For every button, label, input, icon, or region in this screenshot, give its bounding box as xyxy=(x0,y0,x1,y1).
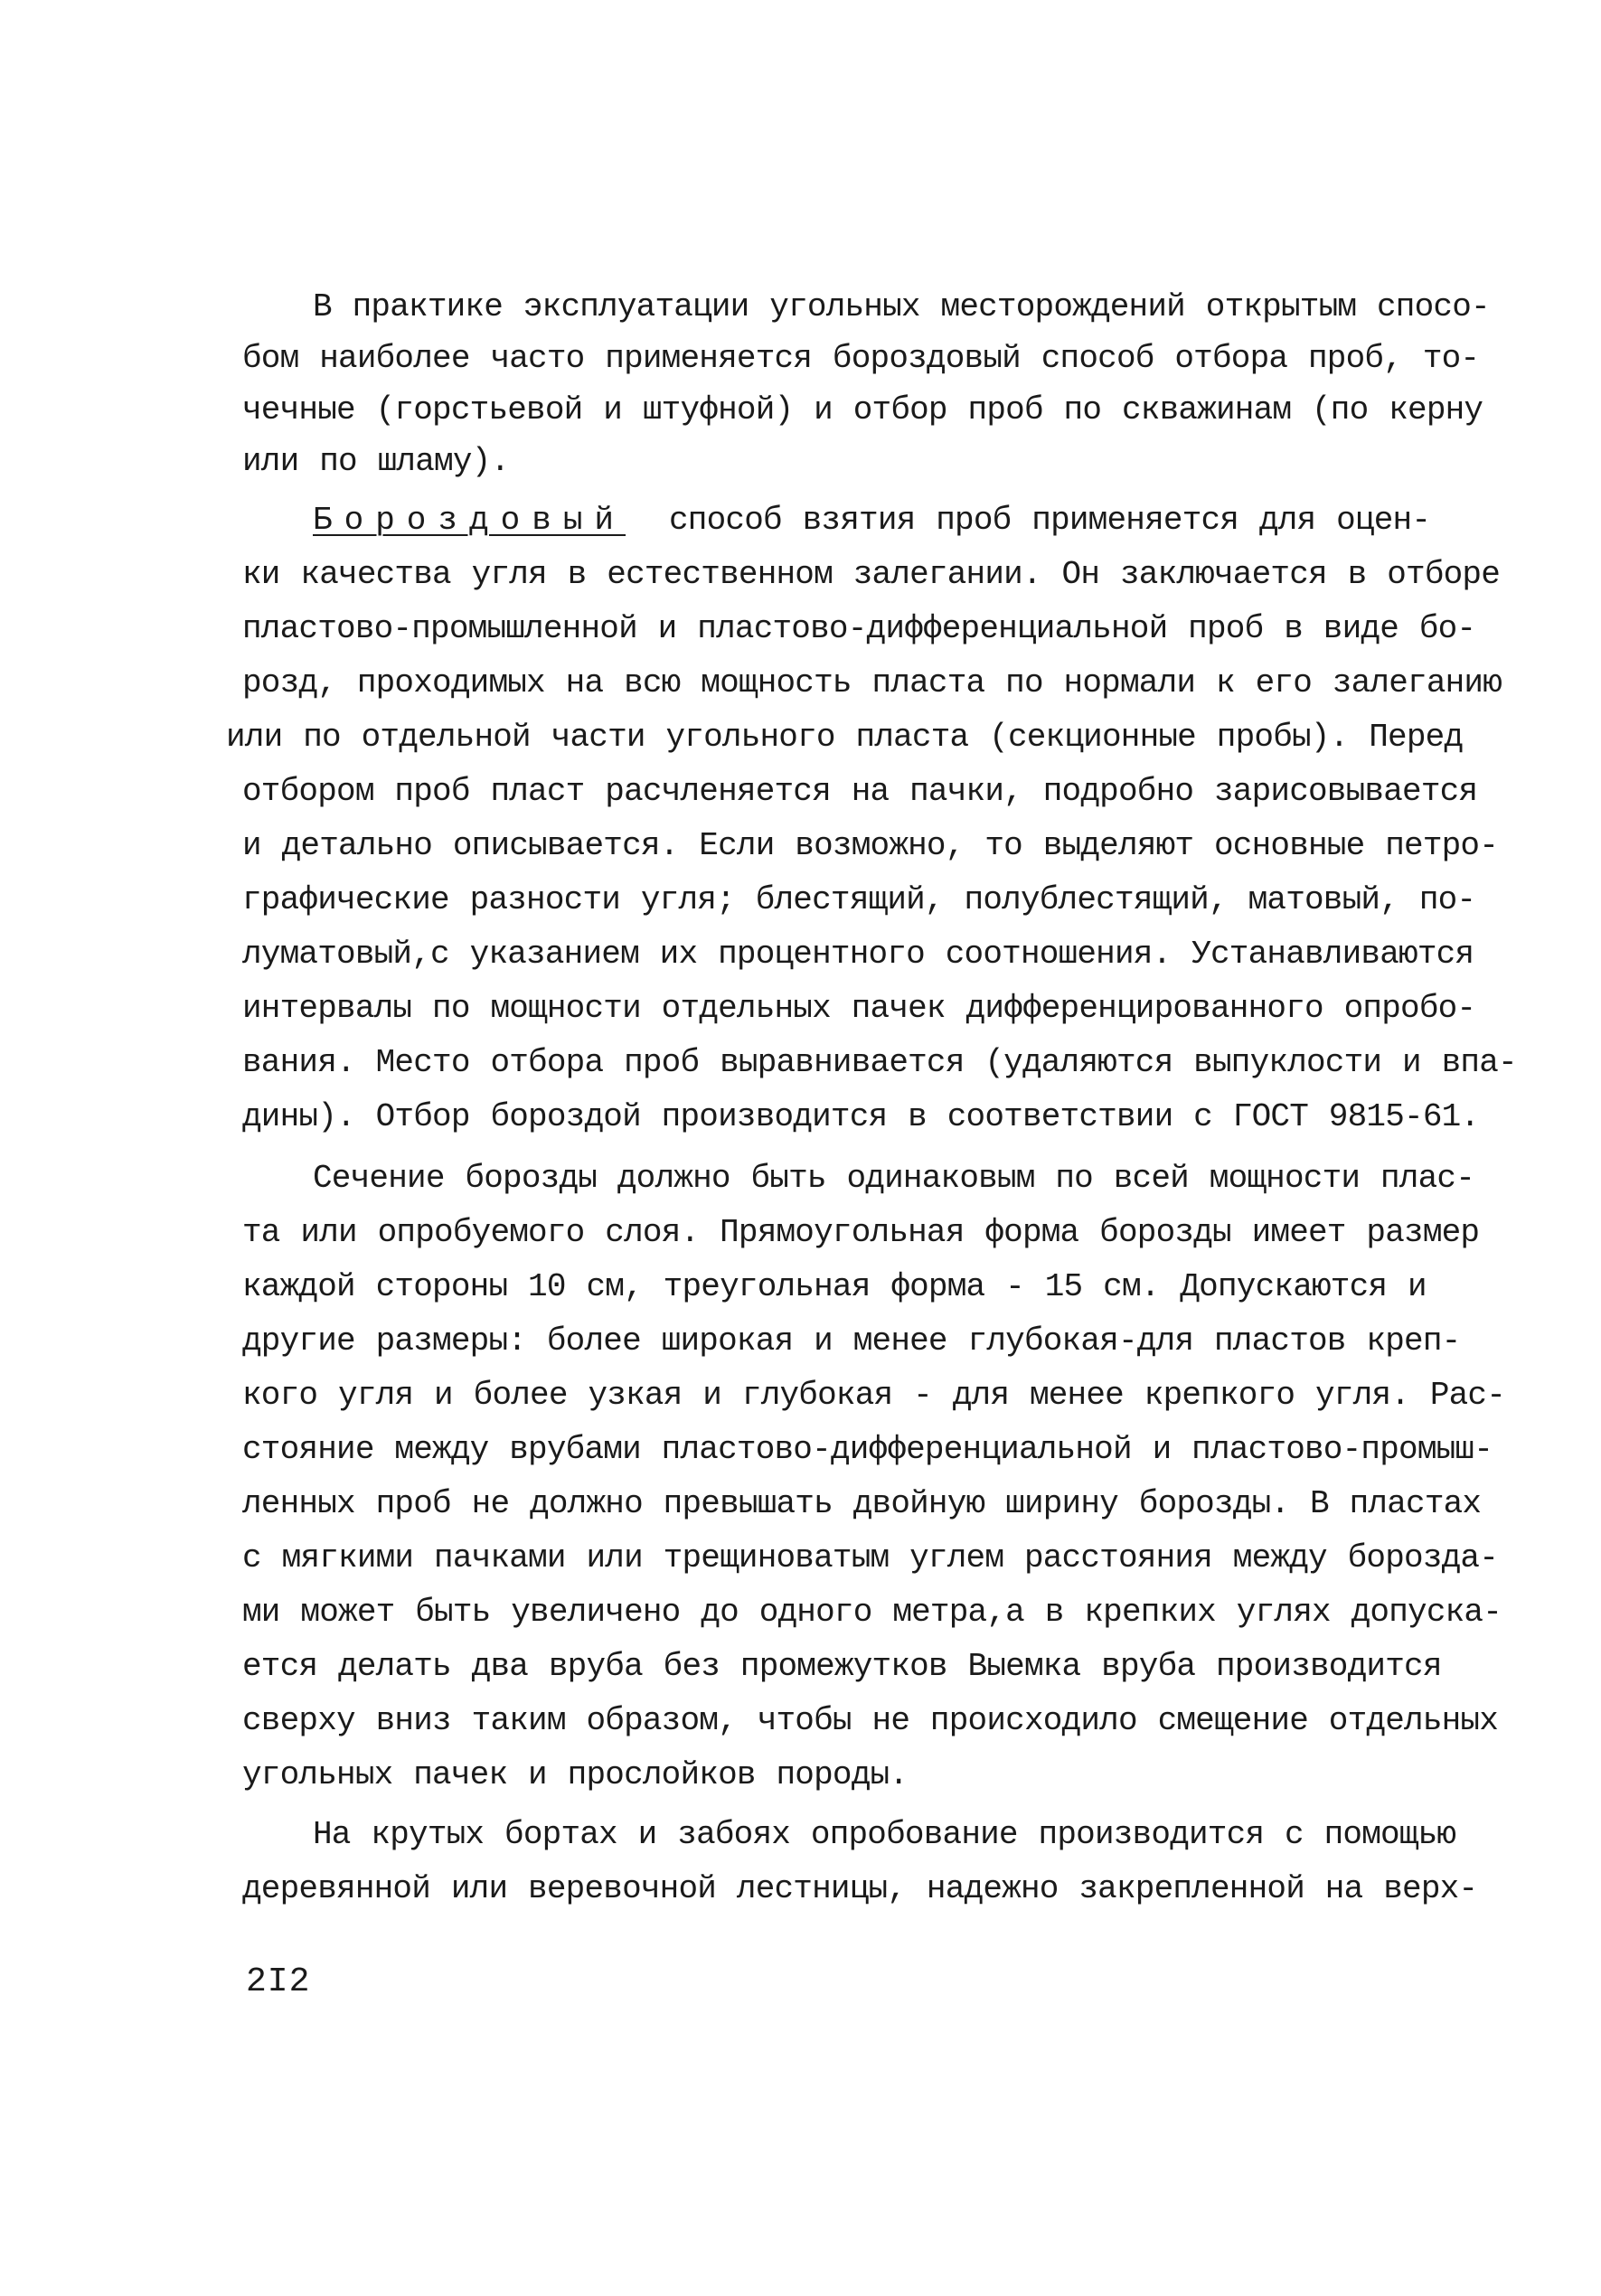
text-line: графические разности угля; блестящий, полублестящий, матовый, по- xyxy=(242,881,1476,918)
text-line: отбором проб пласт расчленяется на пачки, подробно зарисовывается xyxy=(242,773,1478,810)
text-line: кого угля и более узкая и глубокая - для менее крепкого угля. Рас- xyxy=(242,1377,1506,1414)
text-line: луматовый,с указанием их процентного соотношения. Устанавливаются xyxy=(242,936,1474,973)
text-line: угольных пачек и прослойков породы. xyxy=(242,1756,909,1793)
text-line: ми может быть увеличено до одного метра,а в крепких углях допуска- xyxy=(242,1594,1502,1631)
text-line: или по шламу). xyxy=(242,443,510,480)
text-line: бом наиболее часто применяется бороздовый способ отбора проб, то- xyxy=(242,340,1480,377)
text-line: вания. Место отбора проб выравнивается (удаляются выпуклости и впа- xyxy=(242,1044,1517,1081)
text-line: Сечение борозды должно быть одинаковым по всей мощности плас- xyxy=(313,1160,1475,1197)
text-line: каждой стороны 10 см, треугольная форма - 15 см. Допускаются и xyxy=(242,1268,1427,1305)
text-line: и детально описывается. Если возможно, то выделяют основные петро- xyxy=(242,827,1499,864)
text-line: пластово-промышленной и пластово-дифференциальной проб в виде бо- xyxy=(242,610,1476,647)
text-line: сверху вниз таким образом, чтобы не происходило смещение отдельных xyxy=(242,1702,1499,1739)
text-line: розд, проходимых на всю мощность пласта по нормали к его залеганию xyxy=(242,664,1502,701)
text-line: та или опробуемого слоя. Прямоугольная форма борозды имеет размер xyxy=(242,1214,1480,1251)
text-line: с мягкими пачками или трещиноватым углем расстояния между борозда- xyxy=(242,1539,1499,1576)
text-line: интервалы по мощности отдельных пачек дифференцированного опробо- xyxy=(242,990,1476,1027)
text-line: деревянной или веревочной лестницы, надежно закрепленной на верх- xyxy=(242,1870,1478,1907)
text-line: На крутых бортах и забоях опробование производится с помощью xyxy=(313,1816,1456,1853)
text-line: ки качества угля в естественном залегании. Он заключается в отборе xyxy=(242,556,1501,593)
emphasized-term: Бороздовый xyxy=(313,502,626,539)
text-line: способ взятия проб применяется для оцен- xyxy=(669,502,1431,539)
text-line: чечные (горстьевой и штуфной) и отбор проб по скважинам (по керну xyxy=(242,391,1483,428)
text-line: ется делать два вруба без промежутков Выемка вруба производится xyxy=(242,1648,1442,1685)
text-line: стояние между врубами пластово-дифференциальной и пластово-промыш- xyxy=(242,1431,1493,1468)
text-line: ленных проб не должно превышать двойную ширину борозды. В пластах xyxy=(242,1485,1482,1522)
page-number: 2I2 xyxy=(246,1962,311,2001)
text-line: или по отдельной части угольного пласта (секционные пробы). Перед xyxy=(226,719,1464,756)
text-line: другие размеры: более широкая и менее глубокая-для пластов креп- xyxy=(242,1322,1461,1360)
text-line: В практике эксплуатации угольных месторождений открытым спосо- xyxy=(313,288,1490,325)
text-line: дины). Отбор бороздой производится в соответствии с ГОСТ 9815-61. xyxy=(242,1098,1480,1135)
